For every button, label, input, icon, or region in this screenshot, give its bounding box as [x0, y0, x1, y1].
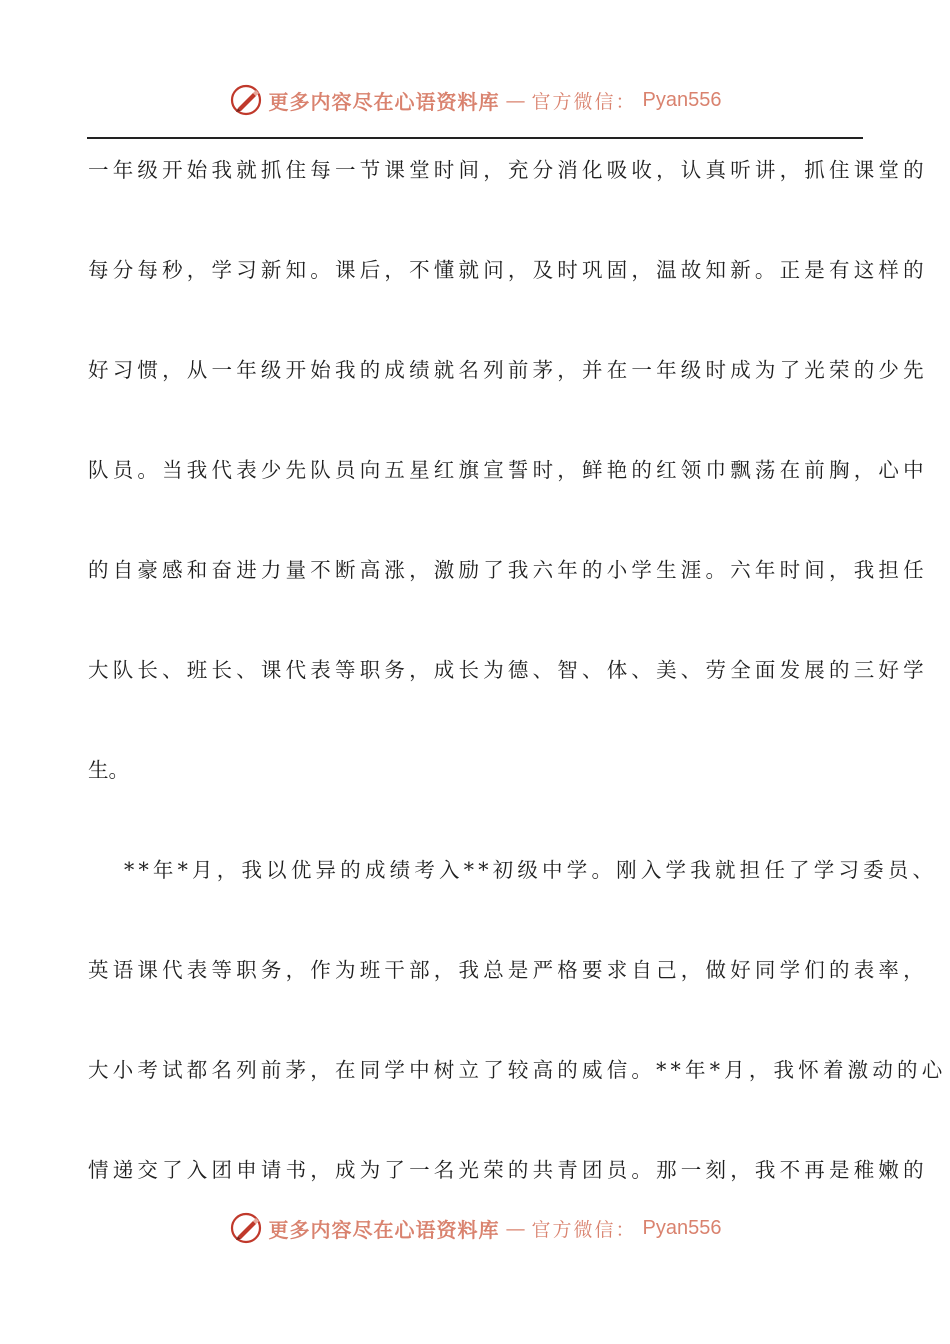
text-line: 大小考试都名列前茅，在同学中树立了较高的威信。**年*月，我怀着激动的心	[88, 1058, 947, 1082]
pen-logo-icon	[229, 1211, 263, 1245]
page-footer	[0, 1208, 950, 1248]
text-line: 的自豪感和奋进力量不断高涨，激励了我六年的小学生涯。六年时间，我担任	[88, 558, 928, 582]
footer-wechat-id: Pyan556	[642, 1216, 722, 1239]
text-line: 情递交了入团申请书，成为了一名光荣的共青团员。那一刻，我不再是稚嫩的	[88, 1158, 928, 1182]
text-line: 英语课代表等职务，作为班干部，我总是严格要求自己，做好同学们的表率，	[88, 958, 928, 982]
text-line: 生。	[88, 758, 129, 782]
text-line: 每分每秒，学习新知。课后，不懂就问，及时巩固，温故知新。正是有这样的	[88, 258, 928, 282]
footer-wechat-label: 官方微信：	[531, 1218, 637, 1241]
header-brand	[229, 83, 722, 117]
header-separator: —	[505, 88, 526, 112]
text-line: 队员。当我代表少先队员向五星红旗宣誓时，鲜艳的红领巾飘荡在前胸，心中	[88, 458, 928, 482]
header-brand-name: 更多内容尽在心语资料库	[268, 89, 500, 114]
footer-brand	[229, 1211, 722, 1245]
footer-brand-name: 更多内容尽在心语资料库	[268, 1217, 500, 1242]
footer-separator: —	[505, 1216, 526, 1240]
document-body	[88, 150, 947, 1250]
text-line: 好习惯，从一年级开始我的成绩就名列前茅，并在一年级时成为了光荣的少先	[88, 358, 928, 382]
text-line: **年*月，我以优异的成绩考入**初级中学。刚入学我就担任了学习委员、	[124, 858, 938, 882]
text-line: 大队长、班长、课代表等职务，成长为德、智、体、美、劳全面发展的三好学	[88, 658, 928, 682]
page-header	[0, 80, 950, 120]
text-line: 一年级开始我就抓住每一节课堂时间，充分消化吸收，认真听讲，抓住课堂的	[88, 158, 928, 182]
pen-logo-icon	[229, 83, 263, 117]
header-divider	[87, 137, 863, 139]
header-wechat-label: 官方微信：	[531, 90, 637, 113]
header-wechat-id: Pyan556	[642, 88, 722, 111]
